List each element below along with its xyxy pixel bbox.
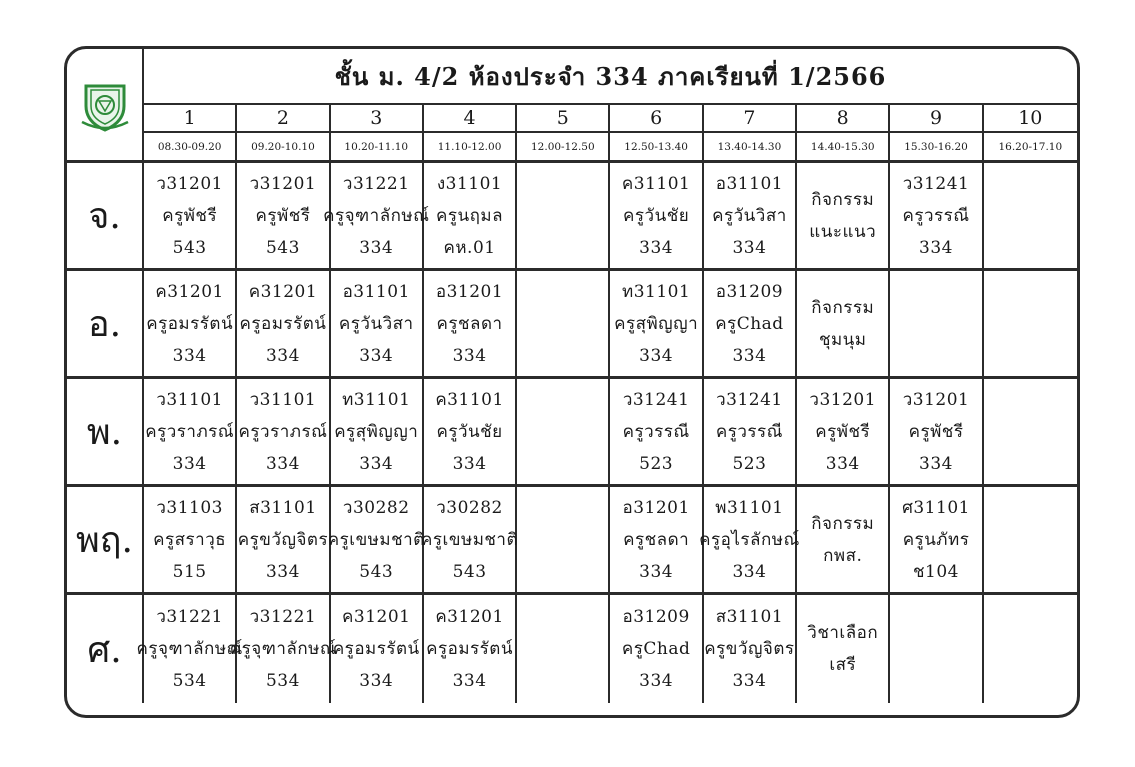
teacher-name: เสรี xyxy=(829,655,857,675)
subject-code: ว31201 xyxy=(156,173,223,194)
period-time-3: 10.20-11.10 xyxy=(331,133,424,163)
teacher-name: ครูขวัญจิตร xyxy=(237,529,329,550)
subject-code: ว30282 xyxy=(342,497,410,518)
teacher-name: ครูวันวิสา xyxy=(338,313,414,334)
timetable-slot xyxy=(237,379,330,487)
subject-code: ว30282 xyxy=(436,497,503,518)
teacher-name: ครูอมรรัตน์ xyxy=(239,313,327,334)
period-time-10: 16.20-17.10 xyxy=(984,133,1077,163)
subject-code: อ31101 xyxy=(715,173,784,194)
room-number: 334 xyxy=(639,671,674,691)
subject-code: ค31201 xyxy=(248,281,318,302)
subject-code: อ31201 xyxy=(622,497,690,518)
timetable-slot xyxy=(144,379,237,487)
room-number: ช104 xyxy=(913,561,960,582)
timetable-slot xyxy=(984,163,1077,271)
subject-code: ค31101 xyxy=(435,389,504,410)
period-number-3: 3 xyxy=(331,105,424,133)
period-number-7: 7 xyxy=(704,105,797,133)
teacher-name: ครูชลดา xyxy=(623,529,690,550)
timetable-slot xyxy=(704,271,797,379)
teacher-name: ครูสุพิญญา xyxy=(614,313,699,334)
period-time-4: 11.10-12.00 xyxy=(424,133,517,163)
teacher-name: ครูพัชรี xyxy=(255,205,311,226)
subject-code: ว31241 xyxy=(622,389,690,410)
room-number: 334 xyxy=(359,237,394,258)
subject-code: ว31241 xyxy=(902,173,970,194)
teacher-name: ครูสุพิญญา xyxy=(334,421,419,442)
subject-code: ว31221 xyxy=(156,607,223,627)
timetable-slot xyxy=(517,379,610,487)
timetable-slot xyxy=(610,271,703,379)
teacher-name: ครูเขษมชาติ xyxy=(421,529,519,550)
room-number: 334 xyxy=(172,453,207,474)
room-number: 334 xyxy=(732,561,767,582)
subject-code: ว31201 xyxy=(809,389,877,410)
timetable-slot xyxy=(237,163,330,271)
timetable-slot xyxy=(890,379,983,487)
subject-code: กิจกรรม xyxy=(811,297,875,318)
room-number: 334 xyxy=(452,453,487,474)
subject-code: กิจกรรม xyxy=(811,189,875,210)
subject-code: ส31101 xyxy=(249,497,317,518)
logo-cell xyxy=(67,49,144,163)
timetable-grid xyxy=(67,49,1077,715)
subject-code: ค31201 xyxy=(435,607,504,627)
room-number: 334 xyxy=(172,345,207,366)
room-number: 334 xyxy=(639,345,674,366)
timetable-slot xyxy=(144,487,237,595)
day-label: อ. xyxy=(67,271,144,379)
teacher-name: ครูพัชรี xyxy=(908,421,964,442)
room-number: 523 xyxy=(639,453,674,474)
subject-code: ว31101 xyxy=(249,389,317,410)
timetable-slot xyxy=(331,595,424,703)
timetable-frame xyxy=(64,46,1080,718)
room-number: 334 xyxy=(919,453,953,474)
room-number: 543 xyxy=(265,237,300,258)
teacher-name: ครูนฤมล xyxy=(436,205,504,226)
timetable-slot xyxy=(704,379,797,487)
subject-code: ส31101 xyxy=(715,607,784,627)
room-number: 334 xyxy=(732,237,767,258)
timetable-slot xyxy=(136,595,243,703)
timetable-slot xyxy=(797,271,890,379)
teacher-name: ครูอมรรัตน์ xyxy=(146,313,234,334)
timetable-slot xyxy=(699,487,800,595)
room-number: 334 xyxy=(265,561,300,582)
timetable-slot xyxy=(610,487,703,595)
timetable-slot xyxy=(424,595,517,703)
timetable-slot xyxy=(144,163,237,271)
subject-code: ว31241 xyxy=(716,389,783,410)
subject-code: ค31201 xyxy=(342,607,411,627)
subject-code: ค31201 xyxy=(155,281,224,302)
room-number: 334 xyxy=(639,237,674,258)
timetable-slot xyxy=(331,379,424,487)
period-number-8: 8 xyxy=(797,105,890,133)
room-number: 334 xyxy=(919,237,953,258)
period-time-1: 08.30-09.20 xyxy=(144,133,237,163)
timetable-slot xyxy=(797,379,890,487)
timetable-slot xyxy=(424,163,517,271)
teacher-name: ครูเขษมชาติ xyxy=(327,529,425,550)
timetable-slot xyxy=(890,163,983,271)
period-number-10: 10 xyxy=(984,105,1077,133)
timetable-slot xyxy=(517,595,610,703)
teacher-name: ครูวรรณี xyxy=(715,421,783,442)
period-time-5: 12.00-12.50 xyxy=(517,133,610,163)
timetable-slot xyxy=(984,379,1077,487)
timetable-slot xyxy=(984,487,1077,595)
teacher-name: ครูChad xyxy=(621,639,691,659)
subject-code: วิชาเลือก xyxy=(807,623,879,643)
timetable-slot xyxy=(237,487,330,595)
timetable-slot xyxy=(797,163,890,271)
subject-code: อ31201 xyxy=(435,281,504,302)
day-label: พฤ. xyxy=(67,487,144,595)
room-number: 334 xyxy=(452,671,487,691)
timetable-title: ชั้น ม. 4/2 ห้องประจำ 334 ภาคเรียนที่ 1/2566 xyxy=(144,49,1077,105)
timetable-slot xyxy=(984,271,1077,379)
subject-code: ว31103 xyxy=(156,497,223,518)
subject-code: ศ31101 xyxy=(902,497,970,518)
timetable-slot xyxy=(890,487,983,595)
teacher-name: ชุมนุม xyxy=(818,329,867,350)
teacher-name: ครูพัชรี xyxy=(815,421,871,442)
timetable-slot xyxy=(610,595,703,703)
period-time-9: 15.30-16.20 xyxy=(890,133,983,163)
timetable-slot xyxy=(229,595,337,703)
day-label: พ. xyxy=(67,379,144,487)
subject-code: ค31101 xyxy=(621,173,691,194)
room-number: 534 xyxy=(265,671,300,691)
period-number-1: 1 xyxy=(144,105,237,133)
room-number: 334 xyxy=(732,671,767,691)
room-number: 334 xyxy=(265,345,300,366)
subject-code: อ31209 xyxy=(715,281,784,302)
period-time-6: 12.50-13.40 xyxy=(610,133,703,163)
period-number-4: 4 xyxy=(424,105,517,133)
teacher-name: ครูชลดา xyxy=(436,313,503,334)
timetable-slot xyxy=(331,271,424,379)
room-number: 334 xyxy=(732,345,767,366)
teacher-name: ครูวราภรณ์ xyxy=(145,421,235,442)
subject-code: กิจกรรม xyxy=(811,513,875,534)
timetable-slot xyxy=(984,595,1077,703)
teacher-name: ครูอมรรัตน์ xyxy=(426,639,513,659)
subject-code: ท31101 xyxy=(342,389,411,410)
timetable-slot xyxy=(797,595,890,703)
period-time-2: 09.20-10.10 xyxy=(237,133,330,163)
room-number: 543 xyxy=(359,561,394,582)
period-number-9: 9 xyxy=(890,105,983,133)
room-number: 543 xyxy=(452,561,487,582)
teacher-name: ครูจุฑาลักษณ์ xyxy=(229,639,337,659)
day-label: ศ. xyxy=(67,595,144,703)
timetable-slot xyxy=(890,271,983,379)
subject-code: ว31221 xyxy=(249,607,317,627)
room-number: 334 xyxy=(265,453,300,474)
timetable-slot xyxy=(610,163,703,271)
period-time-8: 14.40-15.30 xyxy=(797,133,890,163)
room-number: 334 xyxy=(359,453,394,474)
teacher-name: ครูอุไรลักษณ์ xyxy=(699,529,800,550)
timetable-slot xyxy=(890,595,983,703)
timetable-slot xyxy=(704,163,797,271)
subject-code: อ31209 xyxy=(622,607,690,627)
teacher-name: ครูจุฑาลักษณ์ xyxy=(323,205,430,226)
room-number: 334 xyxy=(359,345,394,366)
timetable-slot xyxy=(424,271,517,379)
subject-code: ว31201 xyxy=(249,173,317,194)
room-number: 515 xyxy=(172,561,207,582)
room-number: 543 xyxy=(172,237,207,258)
room-number: 334 xyxy=(825,453,860,474)
subject-code: พ31101 xyxy=(715,497,784,518)
subject-code: ว31201 xyxy=(902,389,970,410)
subject-code: ว31221 xyxy=(342,173,410,194)
teacher-name: ครูขวัญจิตร xyxy=(704,639,795,659)
teacher-name: ครูChad xyxy=(715,313,784,334)
subject-code: ง31101 xyxy=(436,173,503,194)
period-number-2: 2 xyxy=(237,105,330,133)
timetable-slot xyxy=(237,271,330,379)
timetable-slot xyxy=(797,487,890,595)
timetable-slot xyxy=(704,595,797,703)
teacher-name: ครูวันชัย xyxy=(623,205,690,226)
teacher-name: กพส. xyxy=(823,545,863,566)
timetable-slot xyxy=(517,271,610,379)
timetable-slot xyxy=(327,487,425,595)
teacher-name: ครูพัชรี xyxy=(162,205,218,226)
teacher-name: ครูนภัทร xyxy=(902,529,970,550)
teacher-name: ครูสราวุธ xyxy=(153,529,227,550)
room-number: 334 xyxy=(639,561,674,582)
room-number: 334 xyxy=(359,671,394,691)
subject-code: ว31101 xyxy=(156,389,223,410)
teacher-name: ครูจุฑาลักษณ์ xyxy=(136,639,243,659)
period-number-6: 6 xyxy=(610,105,703,133)
timetable-slot xyxy=(517,163,610,271)
subject-code: ท31101 xyxy=(621,281,691,302)
timetable-slot xyxy=(144,271,237,379)
teacher-name: แนะแนว xyxy=(809,221,877,242)
period-time-7: 13.40-14.30 xyxy=(704,133,797,163)
teacher-name: ครูวรรณี xyxy=(902,205,970,226)
day-label: จ. xyxy=(67,163,144,271)
teacher-name: ครูวราภรณ์ xyxy=(238,421,328,442)
room-number: 534 xyxy=(172,671,207,691)
school-shield-crest-icon xyxy=(76,76,134,134)
teacher-name: ครูวันชัย xyxy=(436,421,503,442)
teacher-name: ครูวรรณี xyxy=(622,421,690,442)
room-number: 334 xyxy=(452,345,487,366)
timetable-slot xyxy=(323,163,430,271)
timetable-slot xyxy=(517,487,610,595)
period-number-5: 5 xyxy=(517,105,610,133)
subject-code: อ31101 xyxy=(342,281,410,302)
timetable-slot xyxy=(424,379,517,487)
timetable-slot xyxy=(421,487,519,595)
timetable-slot xyxy=(610,379,703,487)
teacher-name: ครูอมรรัตน์ xyxy=(332,639,420,659)
room-number: 523 xyxy=(732,453,767,474)
room-number: คห.01 xyxy=(443,237,496,258)
teacher-name: ครูวันวิสา xyxy=(712,205,787,226)
